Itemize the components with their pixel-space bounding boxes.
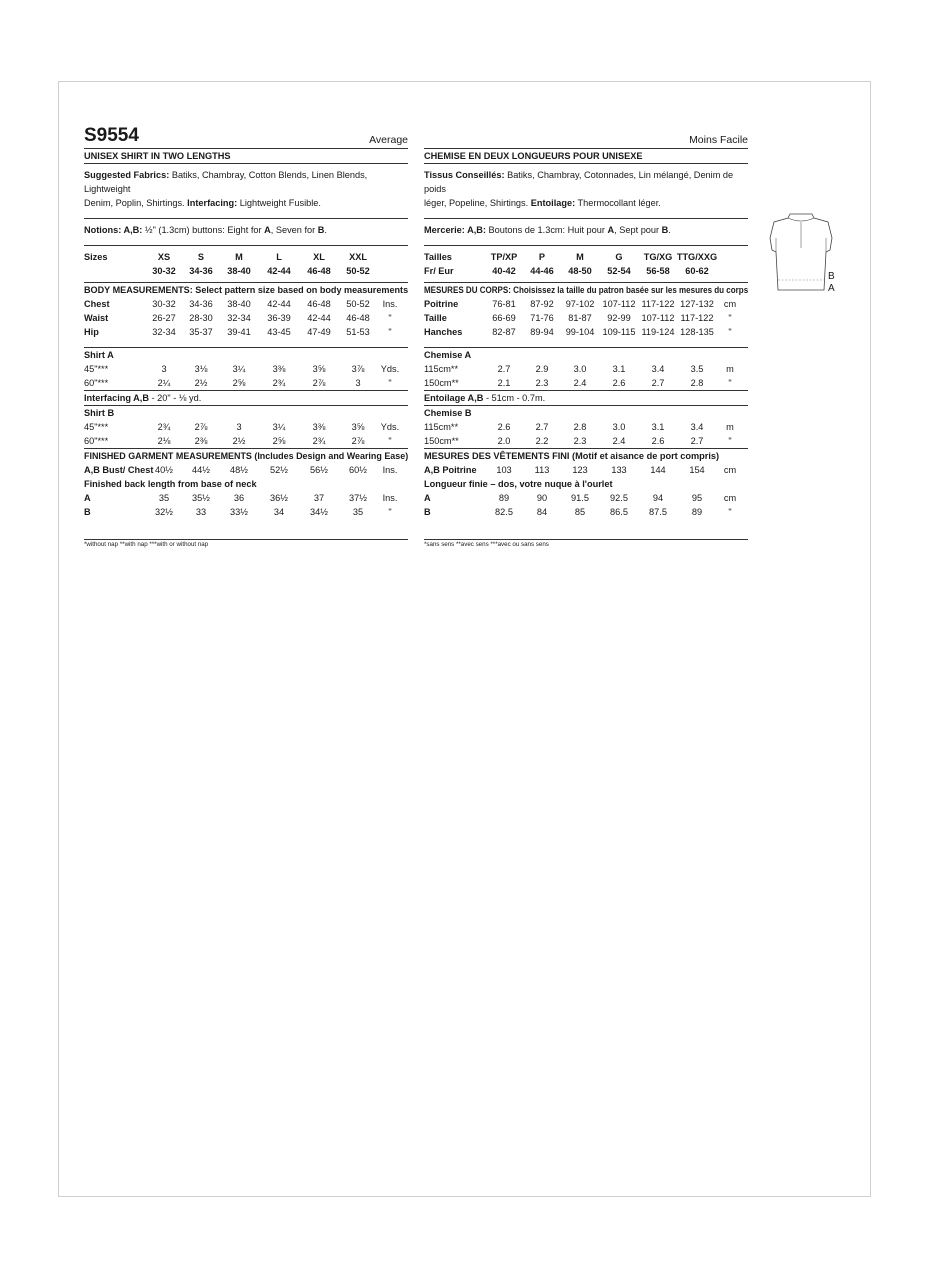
french-column bbox=[424, 126, 748, 549]
cell-value: 3⅝ bbox=[351, 422, 365, 432]
cell-value: 133 bbox=[611, 465, 627, 475]
cell-value: 2.4 bbox=[612, 436, 626, 446]
unit-label: m bbox=[726, 364, 734, 374]
fabrics-paragraph: Suggested Fabrics: Batiks, Chambray, Cotton Blends, Linen Blends, Lightweight Denim, Poplin, Shirtings. Interfacing: Lightweight Fusible. bbox=[84, 170, 368, 208]
cell-value: 2.8 bbox=[690, 378, 704, 388]
cell-value: 2.0 bbox=[497, 436, 511, 446]
size-range: 30-32 bbox=[152, 266, 176, 276]
finished-measurements-heading: FINISHED GARMENT MEASUREMENTS (Includes Design and Wearing Ease) bbox=[84, 451, 409, 461]
cell-value: 3¼ bbox=[232, 364, 246, 374]
cell-value: 46-48 bbox=[307, 299, 331, 309]
unit-label: Yds. bbox=[380, 364, 400, 374]
size-name: P bbox=[538, 252, 546, 262]
cell-value: 2⅛ bbox=[157, 436, 171, 446]
size-name: G bbox=[615, 252, 623, 262]
cell-value: 95 bbox=[691, 493, 703, 503]
cell-value: 3 bbox=[161, 364, 167, 374]
cell-value: 3⅛ bbox=[194, 364, 208, 374]
size-name: XXL bbox=[349, 252, 367, 262]
size-name: S bbox=[197, 252, 205, 262]
difficulty-label: Average bbox=[369, 134, 408, 146]
cell-value: 81-87 bbox=[568, 313, 592, 323]
cell-value: 35-37 bbox=[189, 327, 213, 337]
size-range: 44-46 bbox=[530, 266, 554, 276]
row-label: 45"*** bbox=[84, 422, 109, 432]
sizes-header bbox=[84, 250, 408, 278]
cell-value: 56½ bbox=[310, 465, 328, 475]
cell-value: 32½ bbox=[155, 507, 173, 517]
cell-value: 117-122 bbox=[641, 299, 675, 309]
cell-value: 30-32 bbox=[152, 299, 176, 309]
difficulty-label-fr: Moins Facile bbox=[689, 134, 748, 146]
sizes-label: Sizes bbox=[84, 252, 108, 262]
cell-value: 42-44 bbox=[307, 313, 331, 323]
cell-value: 92.5 bbox=[610, 493, 628, 503]
cell-value: 28-30 bbox=[189, 313, 213, 323]
cell-value: 144 bbox=[650, 465, 666, 475]
row-label: 60"*** bbox=[84, 436, 109, 446]
size-name: TTG/XXG bbox=[676, 252, 718, 262]
cell-value: 42-44 bbox=[267, 299, 291, 309]
cell-value: 35 bbox=[158, 493, 170, 503]
table-row bbox=[84, 505, 408, 519]
row-label: A,B Bust/ Chest bbox=[84, 465, 154, 475]
cell-value: 66-69 bbox=[492, 313, 516, 323]
cell-value: 3 bbox=[236, 422, 242, 432]
finished-measurements-heading-fr: MESURES DES VÊTEMENTS FINI (Motif et aisance de port compris) bbox=[424, 451, 720, 461]
unit-label: " bbox=[728, 378, 732, 388]
garment-title-fr: CHEMISE EN DEUX LONGUEURS POUR UNISEXE bbox=[424, 151, 643, 161]
row-label: A bbox=[84, 493, 91, 503]
cell-value: 2¾ bbox=[312, 436, 326, 446]
table-row bbox=[84, 362, 408, 376]
cell-value: 2.2 bbox=[535, 436, 549, 446]
cell-value: 87.5 bbox=[649, 507, 667, 517]
cell-value: 89-94 bbox=[530, 327, 554, 337]
unit-label: " bbox=[728, 507, 732, 517]
cell-value: 50-52 bbox=[346, 299, 370, 309]
unit-label: " bbox=[728, 327, 732, 337]
cell-value: 89 bbox=[498, 493, 510, 503]
cell-value: 128-135 bbox=[680, 327, 714, 337]
table-row bbox=[424, 376, 748, 390]
size-ranges-row bbox=[424, 264, 748, 278]
size-names-row bbox=[424, 250, 748, 264]
sizes-header-fr bbox=[424, 250, 748, 278]
unit-label: Ins. bbox=[382, 493, 398, 503]
size-range: 38-40 bbox=[227, 266, 251, 276]
cell-value: 94 bbox=[652, 493, 664, 503]
cell-value: 2.1 bbox=[497, 378, 511, 388]
unit-label: " bbox=[728, 436, 732, 446]
cell-value: 84 bbox=[536, 507, 548, 517]
cell-value: 52½ bbox=[270, 465, 288, 475]
cell-value: 2⅝ bbox=[232, 378, 246, 388]
unit-label: " bbox=[388, 507, 392, 517]
cell-value: 119-124 bbox=[641, 327, 675, 337]
cell-value: 32-34 bbox=[152, 327, 176, 337]
cell-value: 2.6 bbox=[497, 422, 511, 432]
cell-value: 154 bbox=[689, 465, 705, 475]
unit-label: Yds. bbox=[380, 422, 400, 432]
row-label: 60"*** bbox=[84, 378, 109, 388]
unit-label: Ins. bbox=[382, 465, 398, 475]
shirt-a-label-fr: Chemise A bbox=[424, 350, 472, 360]
cell-value: 2.3 bbox=[535, 378, 549, 388]
row-label: 150cm** bbox=[424, 436, 459, 446]
cell-value: 51-53 bbox=[346, 327, 370, 337]
view-label-b: B bbox=[828, 271, 835, 282]
shirt-a-table-fr bbox=[424, 362, 748, 390]
cell-value: 2.7 bbox=[690, 436, 704, 446]
cell-value: 36½ bbox=[270, 493, 288, 503]
cell-value: 107-112 bbox=[602, 299, 636, 309]
cell-value: 3.5 bbox=[690, 364, 704, 374]
cell-value: 39-41 bbox=[227, 327, 251, 337]
table-row bbox=[84, 311, 408, 325]
notions-line-fr: Mercerie: A,B: Boutons de 1.3cm: Huit pour A, Sept pour B. bbox=[424, 225, 671, 235]
unit-label: cm bbox=[723, 299, 737, 309]
cell-value: 2.9 bbox=[535, 364, 549, 374]
row-label: Waist bbox=[84, 313, 109, 323]
cell-value: 87-92 bbox=[530, 299, 554, 309]
cell-value: 36-39 bbox=[267, 313, 291, 323]
unit-label: m bbox=[726, 422, 734, 432]
fabrics-paragraph-fr: Tissus Conseillés: Batiks, Chambray, Cotonnades, Lin mélangé, Denim de poids léger, Popeline, Shirtings. Entoilage: Thermocollant léger. bbox=[424, 170, 734, 208]
row-label: Hanches bbox=[424, 327, 463, 337]
cell-value: 35 bbox=[352, 507, 364, 517]
row-label: B bbox=[84, 507, 91, 517]
table-row bbox=[424, 463, 748, 477]
cell-value: 3.1 bbox=[612, 364, 626, 374]
cell-value: 123 bbox=[572, 465, 588, 475]
cell-value: 2¼ bbox=[157, 378, 171, 388]
table-row bbox=[424, 325, 748, 339]
sizes-label-2: Fr/ Eur bbox=[424, 266, 454, 276]
shirt-b-table-fr bbox=[424, 420, 748, 448]
back-length-heading-fr: Longueur finie – dos, votre nuque à l'ourlet bbox=[424, 479, 613, 489]
table-row bbox=[424, 434, 748, 448]
body-measurements-table-fr bbox=[424, 297, 748, 339]
cell-value: 2.3 bbox=[573, 436, 587, 446]
row-label: A bbox=[424, 493, 431, 503]
size-ranges-row bbox=[84, 264, 408, 278]
table-row bbox=[424, 297, 748, 311]
table-row bbox=[84, 491, 408, 505]
cell-value: 3⅜ bbox=[312, 422, 326, 432]
cell-value: 2¾ bbox=[157, 422, 171, 432]
cell-value: 85 bbox=[574, 507, 586, 517]
cell-value: 3 bbox=[355, 378, 361, 388]
cell-value: 2.6 bbox=[612, 378, 626, 388]
cell-value: 2.8 bbox=[573, 422, 587, 432]
row-label: Hip bbox=[84, 327, 99, 337]
table-row bbox=[84, 376, 408, 390]
cell-value: 107-112 bbox=[641, 313, 675, 323]
unit-label: " bbox=[728, 313, 732, 323]
table-row bbox=[424, 491, 748, 505]
unit-label: " bbox=[388, 378, 392, 388]
cell-value: 32-34 bbox=[227, 313, 251, 323]
finished-bust-row-fr bbox=[424, 463, 748, 477]
cell-value: 3.1 bbox=[651, 422, 665, 432]
unit-label: " bbox=[388, 436, 392, 446]
cell-value: 33½ bbox=[230, 507, 248, 517]
cell-value: 2½ bbox=[232, 436, 246, 446]
row-label: A,B Poitrine bbox=[424, 465, 477, 475]
cell-value: 86.5 bbox=[610, 507, 628, 517]
row-label: 115cm** bbox=[424, 422, 459, 432]
cell-value: 3.4 bbox=[690, 422, 704, 432]
table-row bbox=[424, 505, 748, 519]
cell-value: 99-104 bbox=[565, 327, 595, 337]
cell-value: 117-122 bbox=[680, 313, 714, 323]
cell-value: 2⅜ bbox=[194, 436, 208, 446]
cell-value: 2.4 bbox=[573, 378, 587, 388]
cell-value: 3.0 bbox=[573, 364, 587, 374]
table-row bbox=[84, 420, 408, 434]
shirt-a-table bbox=[84, 362, 408, 390]
back-length-heading: Finished back length from base of neck bbox=[84, 479, 257, 489]
garment-title: UNISEX SHIRT IN TWO LENGTHS bbox=[84, 151, 231, 161]
size-range: 50-52 bbox=[346, 266, 370, 276]
unit-label: cm bbox=[723, 465, 737, 475]
cell-value: 47-49 bbox=[307, 327, 331, 337]
table-row bbox=[84, 463, 408, 477]
unit-label: " bbox=[388, 327, 392, 337]
cell-value: 43-45 bbox=[267, 327, 291, 337]
cell-value: 91.5 bbox=[571, 493, 589, 503]
cell-value: 2.6 bbox=[651, 436, 665, 446]
footnote: *without nap **with nap ***with or without nap bbox=[84, 541, 209, 548]
table-row bbox=[84, 297, 408, 311]
cell-value: 109-115 bbox=[602, 327, 636, 337]
cell-value: 3.0 bbox=[612, 422, 626, 432]
interfacing-yardage: Interfacing A,B - 20" - ⅛ yd. bbox=[84, 393, 202, 403]
cell-value: 33 bbox=[195, 507, 207, 517]
table-row bbox=[84, 325, 408, 339]
cell-value: 82-87 bbox=[492, 327, 516, 337]
footnote-fr: *sans sens **avec sens ***avec ou sans sens bbox=[424, 541, 549, 548]
size-name: TG/XG bbox=[643, 252, 673, 262]
size-range: 34-36 bbox=[189, 266, 213, 276]
sizes-label: Tailles bbox=[424, 252, 452, 262]
unit-label: cm bbox=[723, 493, 737, 503]
size-range: 56-58 bbox=[646, 266, 670, 276]
shirt-b-label: Shirt B bbox=[84, 408, 115, 418]
notions-line: Notions: A,B: ½" (1.3cm) buttons: Eight for A, Seven for B. bbox=[84, 225, 327, 235]
cell-value: 2⅞ bbox=[312, 378, 326, 388]
cell-value: 3¼ bbox=[272, 422, 286, 432]
body-measurements-heading: BODY MEASUREMENTS: Select pattern size based on body measurements bbox=[84, 285, 409, 295]
cell-value: 2⅝ bbox=[272, 436, 286, 446]
shirt-a-label: Shirt A bbox=[84, 350, 114, 360]
cell-value: 76-81 bbox=[492, 299, 516, 309]
cell-value: 3.4 bbox=[651, 364, 665, 374]
size-name: L bbox=[276, 252, 282, 262]
cell-value: 3⅜ bbox=[272, 364, 286, 374]
size-name: M bbox=[576, 252, 584, 262]
row-label: B bbox=[424, 507, 431, 517]
view-label-a: A bbox=[828, 283, 835, 294]
cell-value: 46-48 bbox=[346, 313, 370, 323]
cell-value: 103 bbox=[496, 465, 512, 475]
cell-value: 2⅞ bbox=[194, 422, 208, 432]
row-label: Chest bbox=[84, 299, 110, 309]
unit-label: Ins. bbox=[382, 299, 398, 309]
cell-value: 2.7 bbox=[535, 422, 549, 432]
cell-value: 26-27 bbox=[152, 313, 176, 323]
cell-value: 113 bbox=[534, 465, 550, 475]
interfacing-yardage-fr: Entoilage A,B - 51cm - 0.7m. bbox=[424, 393, 546, 403]
cell-value: 2½ bbox=[194, 378, 208, 388]
row-label: Poitrine bbox=[424, 299, 459, 309]
cell-value: 2.7 bbox=[651, 378, 665, 388]
cell-value: 34½ bbox=[310, 507, 328, 517]
size-range: 40-42 bbox=[492, 266, 516, 276]
cell-value: 71-76 bbox=[530, 313, 554, 323]
cell-value: 60½ bbox=[349, 465, 367, 475]
size-names-row bbox=[84, 250, 408, 264]
size-name: TP/XP bbox=[490, 252, 518, 262]
cell-value: 40½ bbox=[155, 465, 173, 475]
size-range: 42-44 bbox=[267, 266, 291, 276]
cell-value: 38-40 bbox=[227, 299, 251, 309]
shirt-b-table bbox=[84, 420, 408, 448]
size-range: 46-48 bbox=[307, 266, 331, 276]
finished-bust-row bbox=[84, 463, 408, 477]
size-range: 48-50 bbox=[568, 266, 592, 276]
table-row bbox=[424, 311, 748, 325]
shirt-b-label-fr: Chemise B bbox=[424, 408, 472, 418]
size-name: XL bbox=[313, 252, 325, 262]
row-label: Taille bbox=[424, 313, 447, 323]
body-measurements-table bbox=[84, 297, 408, 339]
cell-value: 34 bbox=[273, 507, 285, 517]
cell-value: 3⅝ bbox=[312, 364, 326, 374]
english-column bbox=[84, 126, 408, 549]
cell-value: 36 bbox=[233, 493, 245, 503]
cell-value: 89 bbox=[691, 507, 703, 517]
cell-value: 82.5 bbox=[495, 507, 513, 517]
size-range: 60-62 bbox=[685, 266, 709, 276]
size-name: XS bbox=[157, 252, 171, 262]
cell-value: 97-102 bbox=[565, 299, 595, 309]
row-label: 45"*** bbox=[84, 364, 109, 374]
size-range: 52-54 bbox=[607, 266, 631, 276]
back-length-table-fr bbox=[424, 491, 748, 519]
cell-value: 2⅞ bbox=[351, 436, 365, 446]
table-row bbox=[424, 362, 748, 376]
cell-value: 3⅞ bbox=[351, 364, 365, 374]
cell-value: 2.7 bbox=[497, 364, 511, 374]
cell-value: 44½ bbox=[192, 465, 210, 475]
cell-value: 37 bbox=[313, 493, 325, 503]
row-label: 115cm** bbox=[424, 364, 459, 374]
size-name: M bbox=[235, 252, 243, 262]
cell-value: 37½ bbox=[349, 493, 367, 503]
cell-value: 34-36 bbox=[189, 299, 213, 309]
cell-value: 90 bbox=[536, 493, 548, 503]
cell-value: 35½ bbox=[192, 493, 210, 503]
unit-label: " bbox=[388, 313, 392, 323]
back-length-table bbox=[84, 491, 408, 519]
cell-value: 92-99 bbox=[607, 313, 631, 323]
cell-value: 2¾ bbox=[272, 378, 286, 388]
table-row bbox=[84, 434, 408, 448]
body-measurements-heading-fr: MESURES DU CORPS: Choisissez la taille du patron basée sur les mesures du corps bbox=[424, 285, 749, 295]
pattern-code: S9554 bbox=[84, 125, 139, 146]
cell-value: 127-132 bbox=[680, 299, 714, 309]
cell-value: 48½ bbox=[230, 465, 248, 475]
row-label: 150cm** bbox=[424, 378, 459, 388]
table-row bbox=[424, 420, 748, 434]
